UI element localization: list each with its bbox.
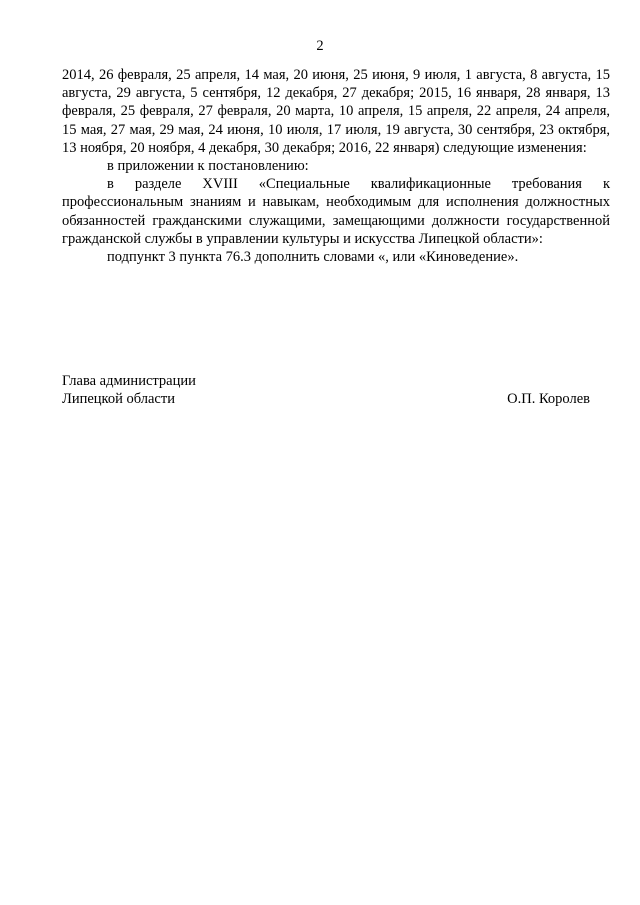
signatory-position-line1: Глава администрации xyxy=(62,373,196,389)
page-number: 2 xyxy=(316,38,324,54)
paragraph-amendment-dates: 2014, 26 февраля, 25 апреля, 14 мая, 20 июня, 25 июня, 9 июля, 1 августа, 8 августа, 15 августа, 29 августа, 5 сентября, 12 декабря, 27 декабря; 2015, 16 января, 28 января, 13 февраля, 25 февраля, 27 февраля, 20 марта, 10 апреля, 15 апреля, 22 апреля, 24 апреля, 15 мая, 27 мая, 29 мая, 24 июня, 10 июля, 17 июля, 19 августа, 30 сентября, 23 октября, 13 ноября, 20 ноября, 4 декабря, 30 декабря; 2016, 22 января) следующие изменения: xyxy=(62,67,610,156)
paragraph-subclause: подпункт 3 пункта 76.3 дополнить словами «, или «Киноведение». xyxy=(107,249,519,266)
signatory-position-line2: Липецкой области xyxy=(62,391,175,407)
signature-row xyxy=(62,390,610,408)
paragraph-section-xviii: в разделе XVIII «Специальные квалификационные требования к профессиональным знаниям и навыкам, необходимым для исполнения должностных обязанностей гражданскими служащими, замещающими должности государственной гражданской службы в управлении культуры и искусства Липецкой области»: xyxy=(62,176,610,247)
document-body xyxy=(62,66,610,266)
signature-block xyxy=(62,372,610,408)
signatory-name: О.П. Королев xyxy=(507,391,590,407)
paragraph-appendix: в приложении к постановлению: xyxy=(107,158,309,175)
